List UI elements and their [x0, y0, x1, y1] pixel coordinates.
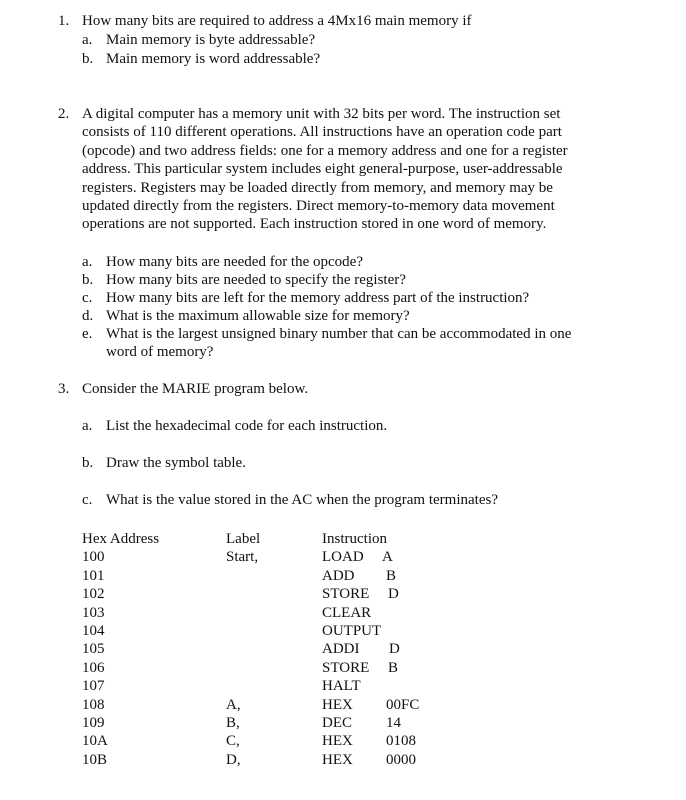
program-row — [82, 622, 442, 640]
subquestion-letter: c. — [82, 492, 93, 508]
row-operand: B — [386, 567, 397, 584]
subquestion-letter: b. — [82, 272, 94, 288]
question-paragraph — [82, 105, 666, 234]
subquestion-letter: a. — [82, 418, 93, 434]
row-hex-address: 100 — [82, 549, 105, 566]
row-label: C, — [226, 733, 240, 750]
subquestion — [82, 454, 676, 472]
subquestion-text: How many bits are needed for the opcode? — [106, 254, 363, 270]
row-opcode: CLEAR — [322, 604, 372, 621]
subquestion-letter: a. — [82, 254, 93, 270]
question-text: Consider the MARIE program below. — [82, 381, 309, 397]
subquestion-letter: c. — [82, 290, 93, 306]
row-operand: 00FC — [386, 696, 420, 713]
program-row — [82, 714, 442, 732]
row-opcode: HALT — [322, 678, 361, 695]
program-row — [82, 751, 442, 769]
question-number: 3. — [58, 381, 70, 397]
program-header — [82, 530, 442, 548]
row-hex-address: 103 — [82, 604, 105, 621]
paragraph-line: A digital computer has a memory unit with 32 bits per word. The instruction set — [82, 106, 561, 122]
row-opcode: HEX — [322, 751, 353, 768]
program-row — [82, 604, 442, 622]
row-operand: D — [389, 641, 400, 658]
row-hex-address: 107 — [82, 678, 105, 695]
row-opcode: DEC — [322, 714, 352, 731]
row-operand: 14 — [386, 714, 401, 731]
subquestion — [82, 307, 676, 325]
subquestion-text-continued: word of memory? — [106, 344, 214, 361]
question-text: How many bits are required to address a 4Mx16 main memory if — [82, 13, 472, 29]
row-opcode: STORE — [322, 659, 370, 676]
program-row — [82, 659, 442, 677]
row-opcode: HEX — [322, 696, 353, 713]
row-opcode: LOAD — [322, 549, 364, 566]
row-hex-address: 10A — [82, 733, 108, 750]
subquestion-letter: b. — [82, 455, 94, 471]
subquestion — [82, 289, 676, 307]
row-operand: 0000 — [386, 751, 416, 768]
subquestion — [82, 253, 676, 271]
subquestion-text: What is the largest unsigned binary number that can be accommodated in one — [106, 326, 572, 342]
paragraph-line: operations are not supported. Each instruction stored in one word of memory. — [82, 216, 547, 233]
row-operand: A — [382, 549, 393, 566]
row-hex-address: 108 — [82, 696, 105, 713]
question-number: 1. — [58, 13, 70, 29]
row-hex-address: 106 — [82, 659, 105, 676]
paragraph-line: address. This particular system includes eight general-purpose, user-addressable — [82, 161, 563, 178]
question-number: 2. — [58, 106, 70, 122]
subquestion-text: What is the maximum allowable size for memory? — [106, 308, 410, 324]
subquestion-letter: e. — [82, 326, 93, 342]
row-opcode: HEX — [322, 733, 353, 750]
program-row — [82, 696, 442, 714]
subquestion — [82, 271, 676, 289]
program-row — [82, 732, 442, 750]
row-opcode: OUTPUT — [322, 622, 382, 639]
row-opcode: ADDI — [322, 641, 360, 658]
paragraph-line: updated directly from the registers. Direct memory-to-memory data movement — [82, 198, 555, 215]
program-row — [82, 640, 442, 658]
header-hex-address: Hex Address — [82, 531, 160, 547]
subquestion-text: How many bits are left for the memory address part of the instruction? — [106, 290, 530, 306]
program-row — [82, 677, 442, 695]
program-table — [82, 530, 442, 769]
row-hex-address: 104 — [82, 622, 105, 639]
subquestion — [82, 491, 676, 509]
program-row — [82, 567, 442, 585]
row-operand: B — [388, 659, 399, 676]
row-hex-address: 105 — [82, 641, 105, 658]
subquestion-text: Main memory is word addressable? — [106, 51, 321, 67]
subquestion — [82, 325, 676, 362]
subquestion-letter: d. — [82, 308, 94, 324]
subquestion-text: What is the value stored in the AC when the program terminates? — [106, 492, 498, 508]
row-operand: D — [388, 586, 399, 603]
subquestion-text: List the hexadecimal code for each instruction. — [106, 418, 388, 434]
question-1 — [58, 12, 666, 30]
row-operand: 0108 — [386, 733, 416, 750]
subquestion-text: Draw the symbol table. — [106, 455, 246, 471]
row-label: A, — [226, 696, 241, 713]
row-label: B, — [226, 714, 240, 731]
row-hex-address: 109 — [82, 714, 105, 731]
subquestion — [82, 417, 676, 435]
subquestion-text: How many bits are needed to specify the register? — [106, 272, 406, 288]
subquestion-letter: a. — [82, 32, 93, 48]
paragraph-line: consists of 110 different operations. All instructions have an operation code part — [82, 124, 562, 141]
subquestion — [82, 50, 676, 68]
row-label: D, — [226, 751, 241, 768]
program-row — [82, 548, 442, 566]
program-row — [82, 585, 442, 603]
subquestion — [82, 31, 676, 49]
row-opcode: STORE — [322, 586, 370, 603]
subquestion-letter: b. — [82, 51, 94, 67]
question-3 — [58, 380, 666, 398]
header-label: Label — [226, 531, 261, 547]
row-hex-address: 102 — [82, 586, 105, 603]
paragraph-line: registers. Registers may be loaded directly from memory, and memory may be — [82, 179, 553, 196]
subquestion-text: Main memory is byte addressable? — [106, 32, 316, 48]
paragraph-line: (opcode) and two address fields: one for a memory address and one for a register — [82, 142, 568, 159]
question-2 — [58, 105, 666, 234]
row-label: Start, — [226, 549, 259, 566]
header-instruction: Instruction — [322, 531, 387, 547]
row-hex-address: 101 — [82, 567, 105, 584]
row-hex-address: 10B — [82, 751, 108, 768]
program-rows — [82, 548, 442, 769]
row-opcode: ADD — [322, 567, 355, 584]
